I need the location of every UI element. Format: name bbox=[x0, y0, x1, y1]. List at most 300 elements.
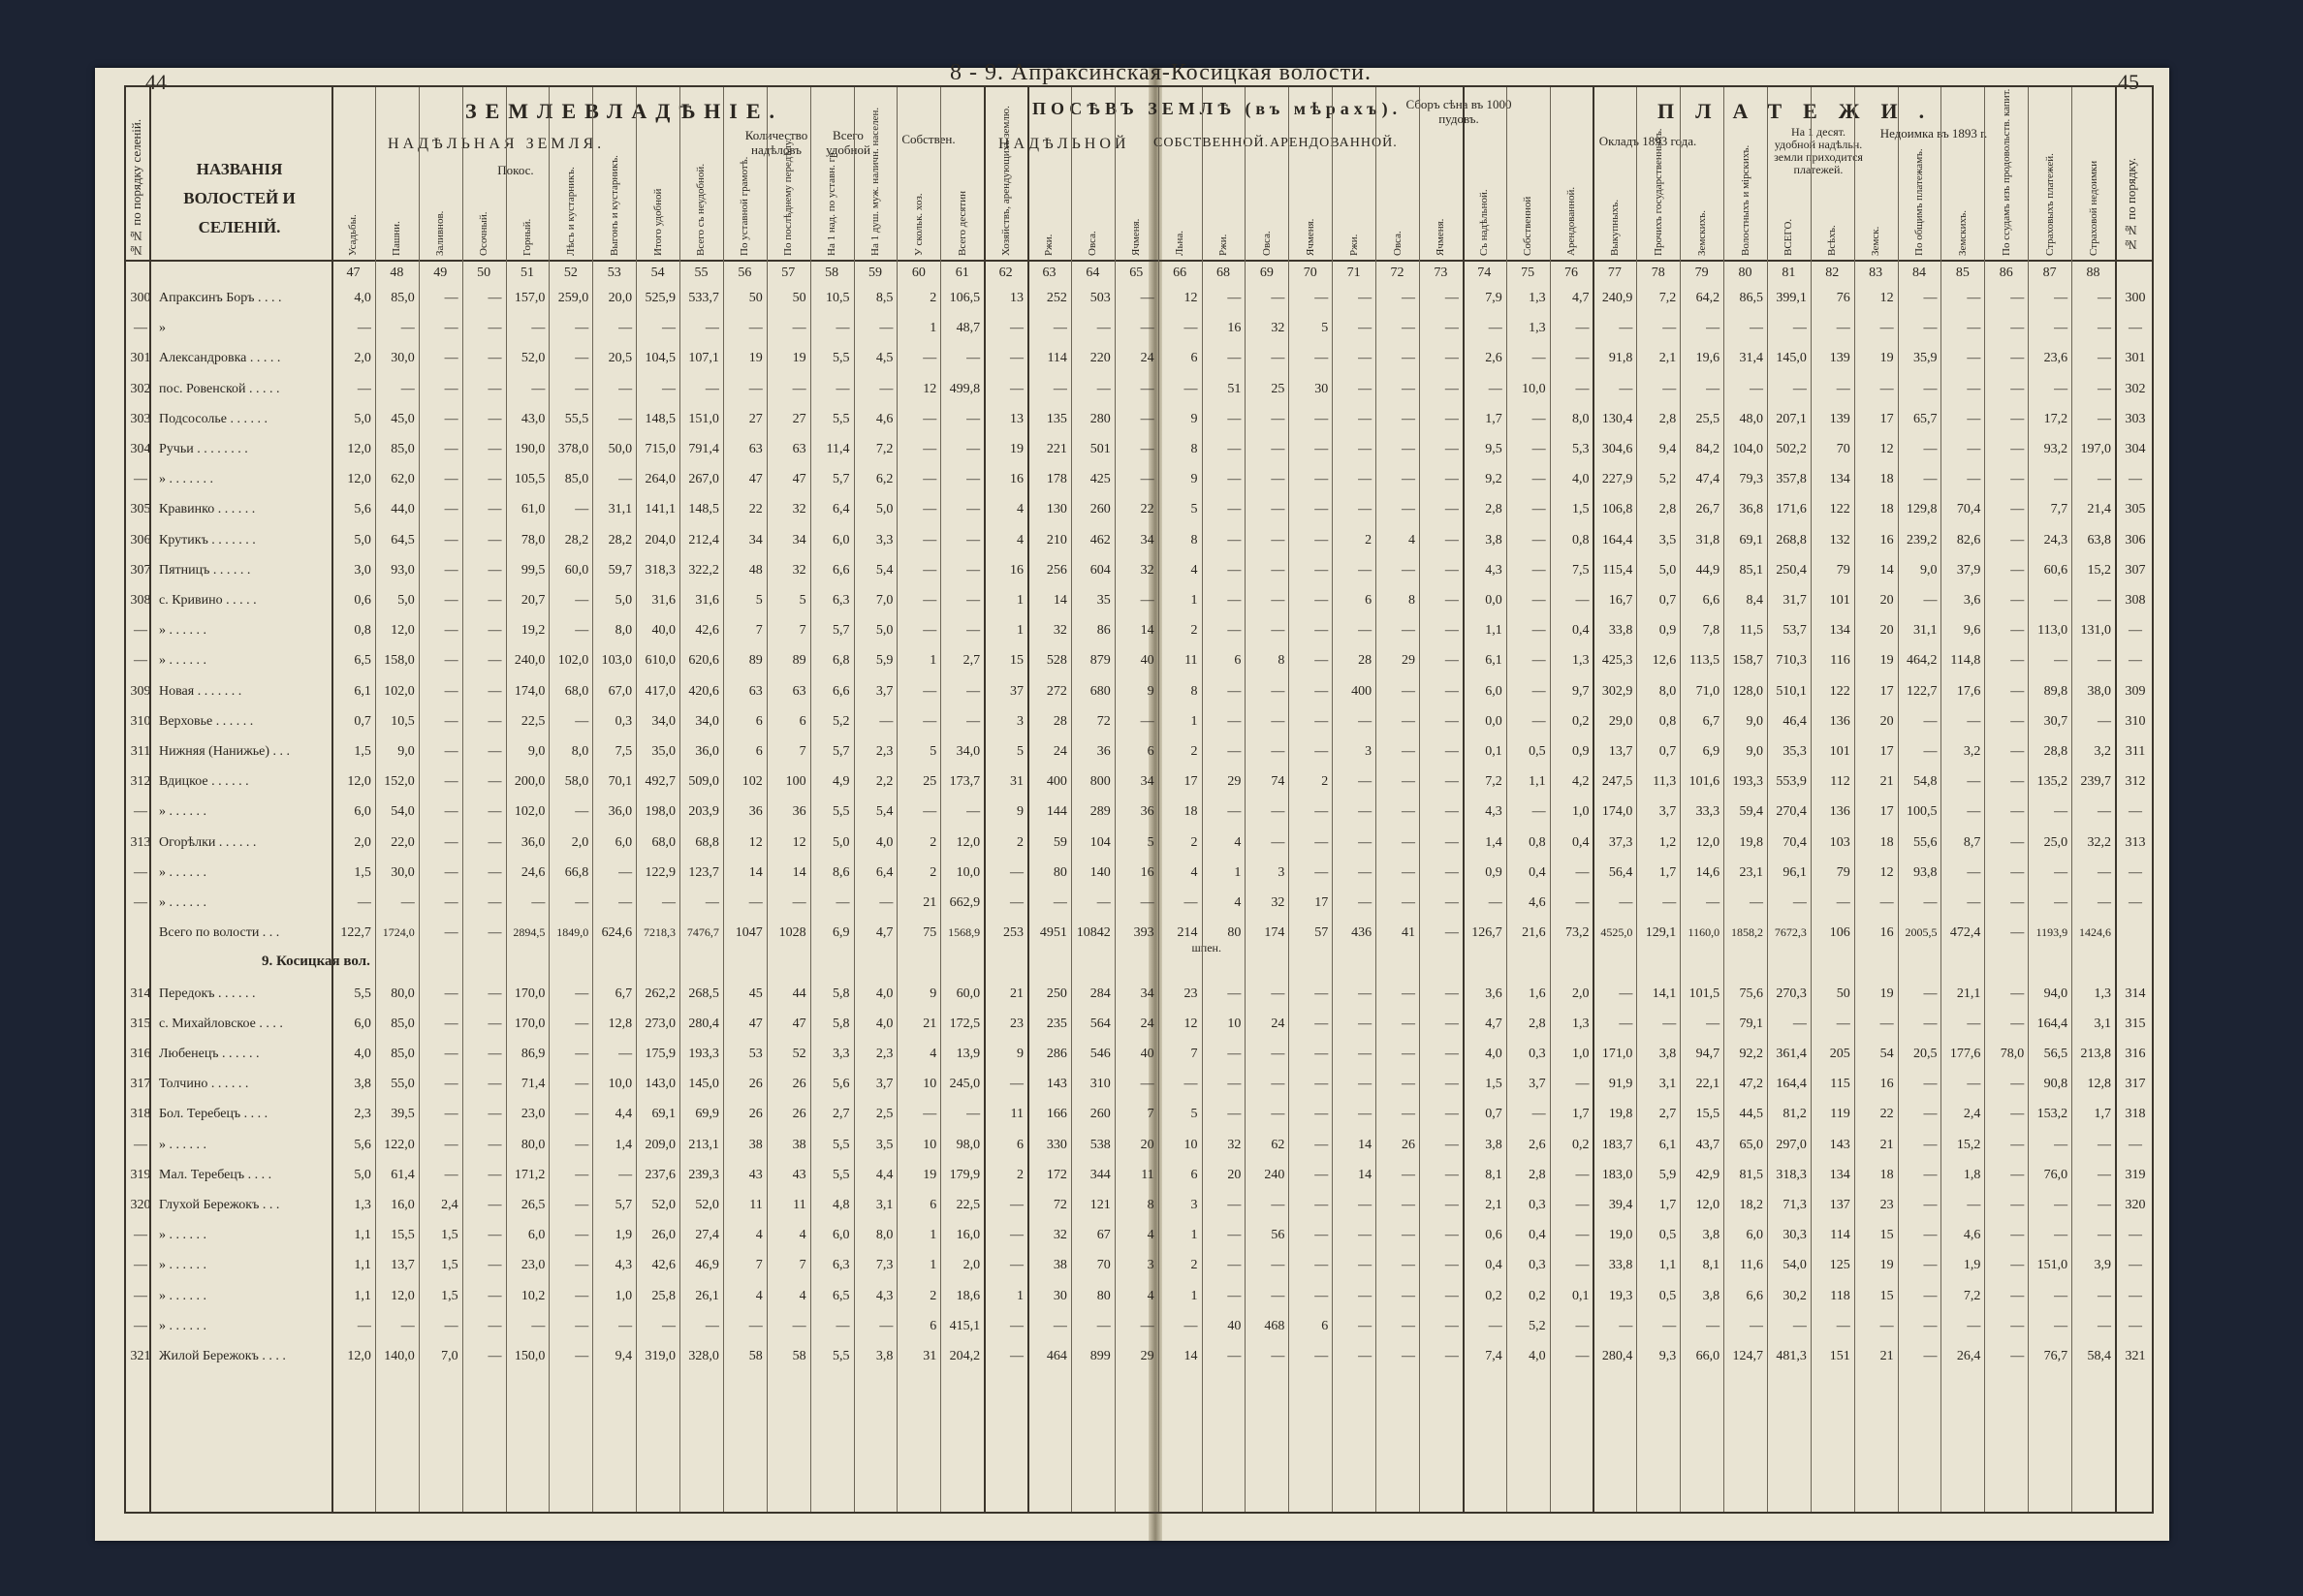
table-cell: — bbox=[2010, 1258, 2025, 1273]
table-cell: 318,3 bbox=[1776, 1167, 1807, 1182]
table-cell: — bbox=[488, 472, 502, 487]
table-cell: — bbox=[1314, 562, 1329, 578]
table-cell: 1,5 bbox=[354, 864, 371, 880]
table-cell: 19 bbox=[1879, 986, 1894, 1001]
row-number: — bbox=[134, 1288, 147, 1303]
table-cell: 17 bbox=[1314, 895, 1329, 910]
row-number: 303 bbox=[130, 411, 151, 426]
column-label: Усадьбы. bbox=[347, 214, 360, 256]
table-row bbox=[126, 466, 2152, 495]
table-cell: 24 bbox=[1271, 1016, 1285, 1031]
table-cell: — bbox=[575, 1077, 589, 1092]
table-cell: 1,7 bbox=[1571, 1107, 1590, 1122]
column-rule bbox=[897, 87, 898, 1512]
table-cell: — bbox=[1358, 502, 1372, 517]
table-cell: — bbox=[575, 1349, 589, 1363]
table-cell: 10 bbox=[923, 1137, 937, 1152]
row-number-right: 313 bbox=[2125, 834, 2146, 850]
table-cell: 50 bbox=[1836, 986, 1850, 1001]
table-cell: — bbox=[1444, 1349, 1459, 1363]
table-cell: — bbox=[575, 321, 589, 336]
table-cell: 11,3 bbox=[1653, 774, 1677, 790]
table-cell: 42,6 bbox=[695, 623, 719, 639]
table-cell: 32 bbox=[1271, 321, 1285, 336]
table-cell: — bbox=[488, 532, 502, 548]
table-cell: 7 bbox=[755, 1258, 763, 1273]
table-cell: 4,0 bbox=[1485, 1047, 1502, 1061]
table-cell: 0,8 bbox=[1658, 713, 1677, 729]
table-cell: 114 bbox=[1047, 351, 1067, 366]
table-cell: 4,6 bbox=[1963, 1228, 1981, 1243]
table-cell: — bbox=[1444, 1077, 1459, 1092]
table-cell: 12 bbox=[923, 381, 937, 396]
table-cell: 5,2 bbox=[1529, 1318, 1546, 1333]
table-cell: 54 bbox=[1879, 1047, 1894, 1061]
row-number: 302 bbox=[130, 381, 151, 396]
table-cell: — bbox=[1183, 321, 1198, 336]
table-cell: 33,8 bbox=[1608, 623, 1633, 639]
column-number: 81 bbox=[1782, 266, 1796, 280]
table-cell: 7,2 bbox=[875, 442, 894, 456]
table-cell: 3,2 bbox=[2094, 744, 2111, 759]
column-rule bbox=[940, 87, 941, 1512]
table-cell: — bbox=[1401, 744, 1415, 759]
table-cell: 3 bbox=[1365, 744, 1372, 759]
table-cell: 20,0 bbox=[608, 291, 633, 305]
table-cell: — bbox=[1792, 381, 1807, 396]
table-cell: 297,0 bbox=[1776, 1137, 1807, 1152]
table-cell: — bbox=[1401, 472, 1415, 487]
table-cell: 26 bbox=[1401, 1137, 1415, 1152]
table-cell: 18 bbox=[1879, 472, 1894, 487]
table-cell: — bbox=[2054, 804, 2068, 820]
column-number: 79 bbox=[1694, 266, 1709, 280]
table-cell: — bbox=[1227, 804, 1242, 820]
table-cell: 66,0 bbox=[1695, 1349, 1720, 1363]
table-cell: — bbox=[1444, 774, 1459, 790]
table-cell: 92,2 bbox=[1739, 1047, 1763, 1061]
table-cell: — bbox=[1358, 804, 1372, 820]
table-cell: 7,2 bbox=[1658, 291, 1677, 305]
table-cell: 604 bbox=[1089, 562, 1111, 578]
table-cell: 213,8 bbox=[2080, 1047, 2111, 1061]
table-cell: — bbox=[488, 1077, 502, 1092]
table-cell: 0,7 bbox=[1658, 744, 1677, 759]
table-cell: — bbox=[2010, 683, 2025, 699]
table-cell: — bbox=[1444, 1198, 1459, 1212]
column-number: 55 bbox=[694, 266, 709, 280]
table-cell: 10,0 bbox=[1522, 381, 1546, 396]
table-cell: — bbox=[1531, 593, 1546, 608]
village-name: Бол. Теребецъ . . . . bbox=[159, 1107, 268, 1122]
table-cell: 16 bbox=[1010, 472, 1025, 487]
table-cell: — bbox=[1140, 593, 1154, 608]
table-cell: — bbox=[1314, 986, 1329, 1001]
table-cell: — bbox=[1140, 1077, 1154, 1092]
table-cell: 270,3 bbox=[1776, 986, 1807, 1001]
table-cell: 98,0 bbox=[956, 1137, 981, 1152]
table-cell: — bbox=[1575, 321, 1590, 336]
table-cell: 0,7 bbox=[1658, 593, 1677, 608]
table-cell: 36 bbox=[1096, 744, 1111, 759]
table-cell: 6,3 bbox=[833, 1258, 850, 1273]
table-cell: — bbox=[1401, 1107, 1415, 1122]
table-cell: — bbox=[1923, 1077, 1938, 1092]
table-cell: 620,6 bbox=[688, 653, 719, 669]
table-cell: 63 bbox=[792, 683, 806, 699]
column-rule bbox=[1463, 87, 1465, 1512]
table-cell: — bbox=[1271, 804, 1285, 820]
table-cell: 27,4 bbox=[695, 1228, 719, 1243]
table-row bbox=[126, 738, 2152, 767]
table-cell: — bbox=[2010, 1137, 2025, 1152]
table-cell: 78,0 bbox=[521, 532, 546, 548]
village-name: » . . . . . . bbox=[159, 1258, 206, 1273]
table-cell: — bbox=[1358, 864, 1372, 880]
table-cell: 35,0 bbox=[651, 744, 677, 759]
table-cell: — bbox=[1314, 1107, 1329, 1122]
table-cell: — bbox=[2010, 381, 2025, 396]
table-cell: 14 bbox=[1183, 1349, 1198, 1363]
table-cell: 197,0 bbox=[2080, 442, 2111, 456]
village-name: Подсосолье . . . . . . bbox=[159, 411, 268, 426]
table-cell: 64,2 bbox=[1695, 291, 1720, 305]
table-cell: — bbox=[2010, 502, 2025, 517]
table-cell: 32 bbox=[792, 502, 806, 517]
table-cell: 47 bbox=[748, 472, 763, 487]
table-cell: — bbox=[400, 895, 415, 910]
table-cell: 35,3 bbox=[1782, 744, 1807, 759]
table-cell: 3,8 bbox=[875, 1349, 894, 1363]
column-label: Страховой недоимки bbox=[2087, 160, 2099, 256]
table-cell: — bbox=[444, 291, 458, 305]
table-cell: — bbox=[748, 1318, 763, 1333]
table-cell: — bbox=[792, 1318, 806, 1333]
table-cell: 4,7 bbox=[1571, 291, 1590, 305]
table-cell: 19,8 bbox=[1739, 834, 1763, 850]
table-cell: 6,0 bbox=[615, 834, 633, 850]
table-cell: — bbox=[444, 1318, 458, 1333]
row-number: — bbox=[134, 1228, 147, 1243]
table-cell: 1 bbox=[1190, 1228, 1198, 1243]
table-cell: — bbox=[2010, 834, 2025, 850]
table-cell: 203,9 bbox=[688, 804, 719, 820]
table-cell: — bbox=[2054, 593, 2068, 608]
table-cell: 38,0 bbox=[2087, 683, 2111, 699]
table-cell: 899 bbox=[1089, 1349, 1111, 1363]
table-cell: — bbox=[1096, 321, 1111, 336]
table-cell: — bbox=[488, 713, 502, 729]
table-cell: — bbox=[1010, 895, 1025, 910]
table-cell: 11 bbox=[793, 1198, 806, 1212]
table-cell: 3,1 bbox=[2094, 1016, 2111, 1031]
table-cell: — bbox=[1140, 895, 1154, 910]
column-label: Прочихъ государственныхъ. bbox=[1652, 128, 1664, 256]
table-cell: 9,0 bbox=[1746, 713, 1763, 729]
village-name: Пятницъ . . . . . . bbox=[159, 562, 251, 578]
village-name: Нижняя (Нанижье) . . . bbox=[159, 744, 291, 759]
table-cell: 3,3 bbox=[833, 1047, 850, 1061]
table-cell: 79,3 bbox=[1739, 472, 1763, 487]
table-cell: 124,7 bbox=[1732, 1349, 1763, 1363]
table-cell: 5,0 bbox=[875, 623, 894, 639]
table-cell: 1,6 bbox=[1529, 986, 1546, 1001]
table-cell: — bbox=[2010, 713, 2025, 729]
table-cell: 2 bbox=[930, 864, 937, 880]
table-cell: — bbox=[1531, 683, 1546, 699]
table-cell: 131,0 bbox=[2080, 623, 2111, 639]
table-cell: 21,6 bbox=[1522, 925, 1546, 941]
table-cell: — bbox=[1444, 986, 1459, 1001]
table-cell: — bbox=[488, 562, 502, 578]
header-names: НАЗВАНІЯ ВОЛОСТЕЙ И СЕЛЕНІЙ. bbox=[183, 160, 296, 236]
table-cell: 6,1 bbox=[1485, 653, 1502, 669]
table-cell: — bbox=[2010, 774, 2025, 790]
table-cell: — bbox=[1314, 1167, 1329, 1182]
table-cell: 12,0 bbox=[347, 1349, 371, 1363]
table-cell: — bbox=[2010, 321, 2025, 336]
table-cell: — bbox=[488, 925, 502, 941]
table-cell: 1,5 bbox=[441, 1258, 458, 1273]
table-cell: — bbox=[1401, 834, 1415, 850]
table-cell: 330 bbox=[1046, 1137, 1067, 1152]
table-cell: 791,4 bbox=[688, 442, 719, 456]
table-cell: — bbox=[923, 442, 937, 456]
table-cell: 3,8 bbox=[1658, 1047, 1677, 1061]
table-cell: 5,8 bbox=[833, 986, 850, 1001]
table-cell: — bbox=[1444, 864, 1459, 880]
village-name: Глухой Бережокъ . . . bbox=[159, 1198, 280, 1212]
table-cell: 104 bbox=[1089, 834, 1111, 850]
table-cell: — bbox=[488, 1318, 502, 1333]
table-cell: — bbox=[2097, 321, 2111, 336]
row-number-right: 306 bbox=[2125, 532, 2146, 548]
table-cell: — bbox=[1662, 381, 1677, 396]
table-cell: 304,6 bbox=[1601, 442, 1633, 456]
table-cell: — bbox=[575, 1137, 589, 1152]
table-cell: 2,3 bbox=[354, 1107, 371, 1122]
table-cell: 7,3 bbox=[875, 1258, 894, 1273]
table-cell: 3,5 bbox=[875, 1137, 894, 1152]
table-cell: 464,2 bbox=[1906, 653, 1938, 669]
column-label: Ячменя. bbox=[1130, 218, 1143, 256]
table-cell: 546 bbox=[1089, 1047, 1111, 1061]
table-cell: — bbox=[1967, 774, 1981, 790]
table-cell: 286 bbox=[1046, 1047, 1067, 1061]
table-cell: 7672,3 bbox=[1774, 925, 1807, 940]
table-cell: — bbox=[2097, 895, 2111, 910]
table-cell: 399,1 bbox=[1776, 291, 1807, 305]
table-cell: — bbox=[488, 986, 502, 1001]
table-cell: 322,2 bbox=[688, 562, 719, 578]
table-cell: — bbox=[1227, 502, 1242, 517]
table-cell: — bbox=[1140, 472, 1154, 487]
column-number: 51 bbox=[520, 266, 534, 280]
table-cell: 5,0 bbox=[354, 532, 371, 548]
column-rule bbox=[1375, 87, 1376, 1512]
table-cell: 85,0 bbox=[391, 291, 415, 305]
column-number: 54 bbox=[650, 266, 665, 280]
table-cell: — bbox=[1010, 1258, 1025, 1273]
table-cell: 19,0 bbox=[1608, 1228, 1633, 1243]
row-number-right: 319 bbox=[2125, 1167, 2146, 1182]
table-cell: 2 bbox=[1190, 744, 1198, 759]
table-cell: 3,8 bbox=[1702, 1228, 1720, 1243]
table-cell: 462 bbox=[1089, 532, 1111, 548]
table-cell: — bbox=[1444, 562, 1459, 578]
table-cell: 2,8 bbox=[1658, 411, 1677, 426]
table-cell: 7 bbox=[1147, 1107, 1154, 1122]
column-rule bbox=[375, 87, 376, 1512]
table-cell: 7,8 bbox=[1702, 623, 1720, 639]
table-cell: 76,0 bbox=[2043, 1167, 2068, 1182]
table-cell: — bbox=[2097, 653, 2111, 669]
table-cell: 0,4 bbox=[1571, 834, 1590, 850]
table-cell: — bbox=[1444, 1107, 1459, 1122]
table-cell: 1 bbox=[930, 1228, 937, 1243]
table-cell: 33,3 bbox=[1695, 804, 1720, 820]
table-cell: 31,7 bbox=[1782, 593, 1807, 608]
table-cell: — bbox=[2010, 1228, 2025, 1243]
column-rule bbox=[1506, 87, 1507, 1512]
table-cell: 105,5 bbox=[514, 472, 546, 487]
table-cell: — bbox=[836, 321, 850, 336]
table-cell: 10 bbox=[1227, 1016, 1242, 1031]
table-cell: — bbox=[1401, 683, 1415, 699]
table-cell: — bbox=[444, 532, 458, 548]
table-cell: — bbox=[1531, 351, 1546, 366]
table-cell: — bbox=[2097, 1167, 2111, 1182]
table-cell: — bbox=[2054, 1228, 2068, 1243]
table-cell: — bbox=[879, 895, 894, 910]
table-cell: — bbox=[1444, 1228, 1459, 1243]
table-cell: 81,5 bbox=[1739, 1167, 1763, 1182]
table-cell: 0,4 bbox=[1571, 623, 1590, 639]
table-cell: 130,4 bbox=[1601, 411, 1633, 426]
table-cell: 425,3 bbox=[1601, 653, 1633, 669]
column-number: 48 bbox=[390, 266, 404, 280]
table-cell: 61,0 bbox=[521, 502, 546, 517]
table-cell: — bbox=[1575, 1167, 1590, 1182]
table-cell: 58 bbox=[792, 1349, 806, 1363]
table-cell: 32,2 bbox=[2087, 834, 2111, 850]
table-cell: 400 bbox=[1351, 683, 1372, 699]
table-cell: 65,0 bbox=[1739, 1137, 1763, 1152]
table-cell: 15 bbox=[1879, 1228, 1894, 1243]
table-cell: 3,5 bbox=[1658, 532, 1677, 548]
table-cell: 240,0 bbox=[514, 653, 546, 669]
table-cell: — bbox=[1358, 774, 1372, 790]
row-number-right: 307 bbox=[2125, 562, 2146, 578]
table-cell: — bbox=[923, 411, 937, 426]
column-number: 57 bbox=[781, 266, 796, 280]
column-rule bbox=[1288, 87, 1289, 1512]
table-cell: — bbox=[618, 895, 633, 910]
table-cell: — bbox=[2097, 381, 2111, 396]
table-cell: 143 bbox=[1829, 1137, 1850, 1152]
column-number: 62 bbox=[998, 266, 1013, 280]
table-cell: — bbox=[1444, 1167, 1459, 1182]
table-cell: 8 bbox=[1190, 532, 1198, 548]
table-cell: 5,4 bbox=[875, 804, 894, 820]
column-rule bbox=[2028, 87, 2029, 1512]
table-cell: — bbox=[1358, 1047, 1372, 1061]
village-name: » . . . . . . . bbox=[159, 472, 213, 487]
table-cell: — bbox=[1227, 986, 1242, 1001]
table-cell: 280,4 bbox=[1601, 1349, 1633, 1363]
table-cell: 100 bbox=[785, 774, 806, 790]
table-cell: 30 bbox=[1053, 1288, 1067, 1303]
table-cell: 148,5 bbox=[688, 502, 719, 517]
table-cell: 5,6 bbox=[354, 1137, 371, 1152]
table-cell: 0,0 bbox=[1485, 593, 1502, 608]
table-cell: 36,8 bbox=[1739, 502, 1763, 517]
table-cell: — bbox=[1358, 1318, 1372, 1333]
table-cell: 14 bbox=[1879, 562, 1894, 578]
column-label: По ссудамъ изъ продовольств. капит. bbox=[2000, 88, 2012, 256]
table-cell: — bbox=[1923, 1198, 1938, 1212]
table-cell: — bbox=[923, 623, 937, 639]
table-cell: — bbox=[1314, 623, 1329, 639]
table-cell: 2,0 bbox=[962, 1258, 981, 1273]
column-label: Собственной bbox=[1522, 196, 1534, 256]
table-cell: 71,0 bbox=[1695, 683, 1720, 699]
column-label: Выгонъ и кустарникъ. bbox=[608, 155, 620, 256]
table-cell: 417,0 bbox=[645, 683, 677, 699]
table-row bbox=[126, 1222, 2152, 1251]
table-cell: — bbox=[1749, 321, 1763, 336]
row-number: 314 bbox=[130, 986, 151, 1001]
table-cell: 6,6 bbox=[1702, 593, 1720, 608]
table-cell: 20 bbox=[1879, 623, 1894, 639]
table-cell: 102 bbox=[741, 774, 763, 790]
table-cell: 48 bbox=[748, 562, 763, 578]
row-number: 306 bbox=[130, 532, 151, 548]
table-cell: 6,6 bbox=[833, 683, 850, 699]
table-cell: — bbox=[1967, 804, 1981, 820]
table-cell: 245,0 bbox=[949, 1077, 981, 1092]
table-cell: 2,4 bbox=[1963, 1107, 1981, 1122]
table-cell: — bbox=[575, 804, 589, 820]
table-cell: — bbox=[488, 321, 502, 336]
table-cell: 6,5 bbox=[833, 1288, 850, 1303]
table-cell: 153,2 bbox=[2036, 1107, 2068, 1122]
table-cell: 40,0 bbox=[651, 623, 677, 639]
table-row bbox=[126, 406, 2152, 435]
table-cell: 18 bbox=[1879, 1167, 1894, 1182]
table-cell: — bbox=[1314, 1077, 1329, 1092]
table-cell: — bbox=[1227, 291, 1242, 305]
table-row bbox=[126, 1101, 2152, 1130]
table-cell: 1193,9 bbox=[2035, 925, 2068, 940]
table-cell: — bbox=[1401, 623, 1415, 639]
row-number-right: 301 bbox=[2125, 351, 2146, 366]
table-cell: — bbox=[488, 864, 502, 880]
table-cell: — bbox=[1401, 562, 1415, 578]
table-cell: 3,6 bbox=[1485, 986, 1502, 1001]
column-label: Арендованной. bbox=[1565, 186, 1578, 256]
table-cell: 1,3 bbox=[354, 1198, 371, 1212]
table-cell: 36 bbox=[748, 804, 763, 820]
table-cell: — bbox=[792, 321, 806, 336]
table-cell: 1,3 bbox=[1571, 653, 1590, 669]
table-cell: 4 bbox=[1190, 864, 1198, 880]
table-cell: 19 bbox=[1879, 653, 1894, 669]
table-cell: 15,5 bbox=[1695, 1107, 1720, 1122]
table-cell: — bbox=[1227, 1349, 1242, 1363]
row-number: 310 bbox=[130, 713, 151, 729]
table-cell: 12 bbox=[1879, 864, 1894, 880]
